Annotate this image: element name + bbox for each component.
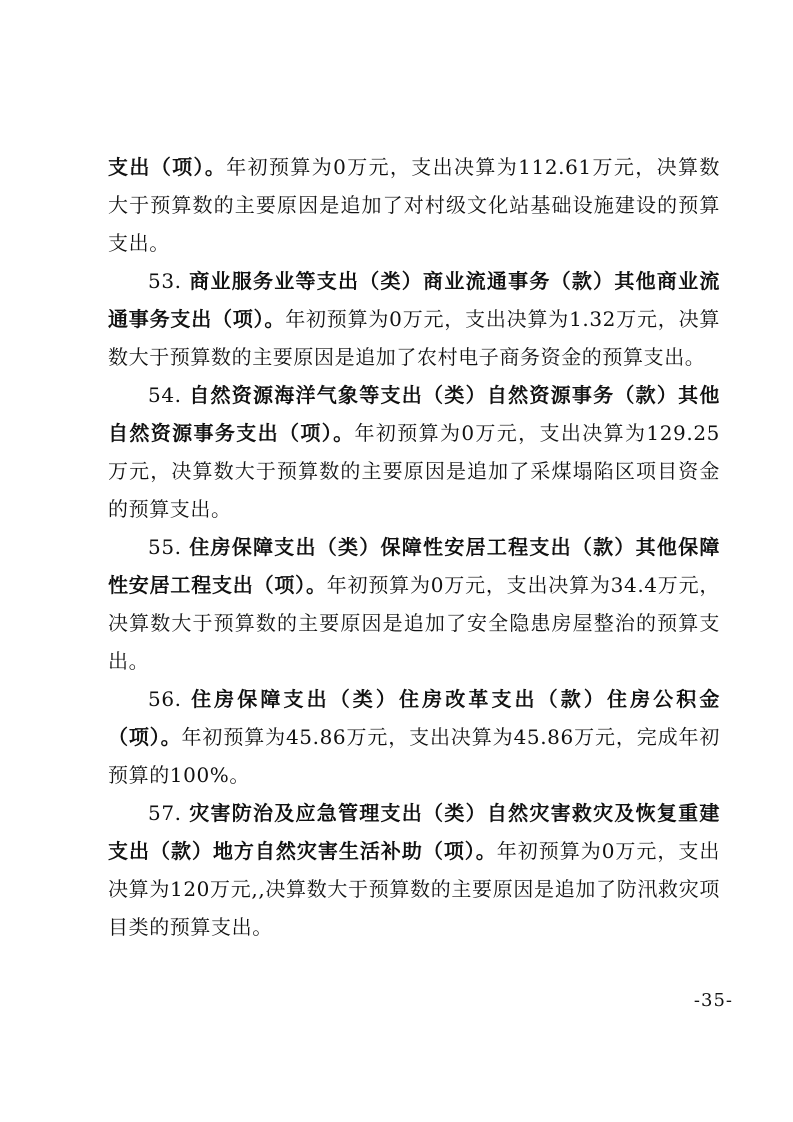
item-number: 53. <box>148 269 190 293</box>
paragraph-heading: 住房保障支出（类）保障性安居工程支出（款）其他保障性安居工程支出（项）。 <box>108 535 720 597</box>
paragraph-item-56 <box>108 680 720 794</box>
paragraph-item-53 <box>108 262 720 376</box>
paragraph-item-57 <box>108 794 720 946</box>
paragraph-text: 年初预算为0万元，支出决算为1.32万元，决算数大于预算数的主要原因是追加了农村电子商务资金的预算支出。 <box>108 307 720 369</box>
paragraph-text: 年初预算为0万元，支出决算为112.61万元，决算数大于预算数的主要原因是追加了对村级文化站基础设施建设的预算支出。 <box>108 155 720 255</box>
paragraph-text: 年初预算为0万元，支出决算为129.25万元，决算数大于预算数的主要原因是追加了采煤塌陷区项目资金的预算支出。 <box>108 421 720 521</box>
paragraph-heading: 支出（项）。 <box>108 155 227 179</box>
paragraph-heading: 自然资源海洋气象等支出（类）自然资源事务（款）其他自然资源事务支出（项）。 <box>108 383 720 445</box>
item-number: 56. <box>148 687 192 711</box>
item-number: 54. <box>148 383 190 407</box>
paragraph-heading: 住房保障支出（类）住房改革支出（款）住房公积金（项）。 <box>108 687 720 749</box>
page-number: -35- <box>693 990 733 1011</box>
paragraph-heading: 灾害防治及应急管理支出（类）自然灾害救灾及恢复重建支出（款）地方自然灾害生活补助（项）。 <box>108 801 720 863</box>
paragraph-item-54 <box>108 376 720 528</box>
paragraph-text: 年初预算为0万元，支出决算为34.4万元，决算数大于预算数的主要原因是追加了安全隐患房屋整治的预算支出。 <box>108 573 720 673</box>
paragraph-item-55 <box>108 528 720 680</box>
item-number: 55. <box>148 535 190 559</box>
paragraph-text: 年初预算为0万元，支出决算为120万元,,决算数大于预算数的主要原因是追加了防汛救灾项目类的预算支出。 <box>108 839 720 939</box>
paragraph-text: 年初预算为45.86万元，支出决算为45.86万元，完成年初预算的100%。 <box>108 725 721 787</box>
item-number: 57. <box>148 801 190 825</box>
paragraph-continuation <box>108 148 720 262</box>
document-body <box>108 148 720 946</box>
paragraph-heading: 商业服务业等支出（类）商业流通事务（款）其他商业流通事务支出（项）。 <box>108 269 720 331</box>
